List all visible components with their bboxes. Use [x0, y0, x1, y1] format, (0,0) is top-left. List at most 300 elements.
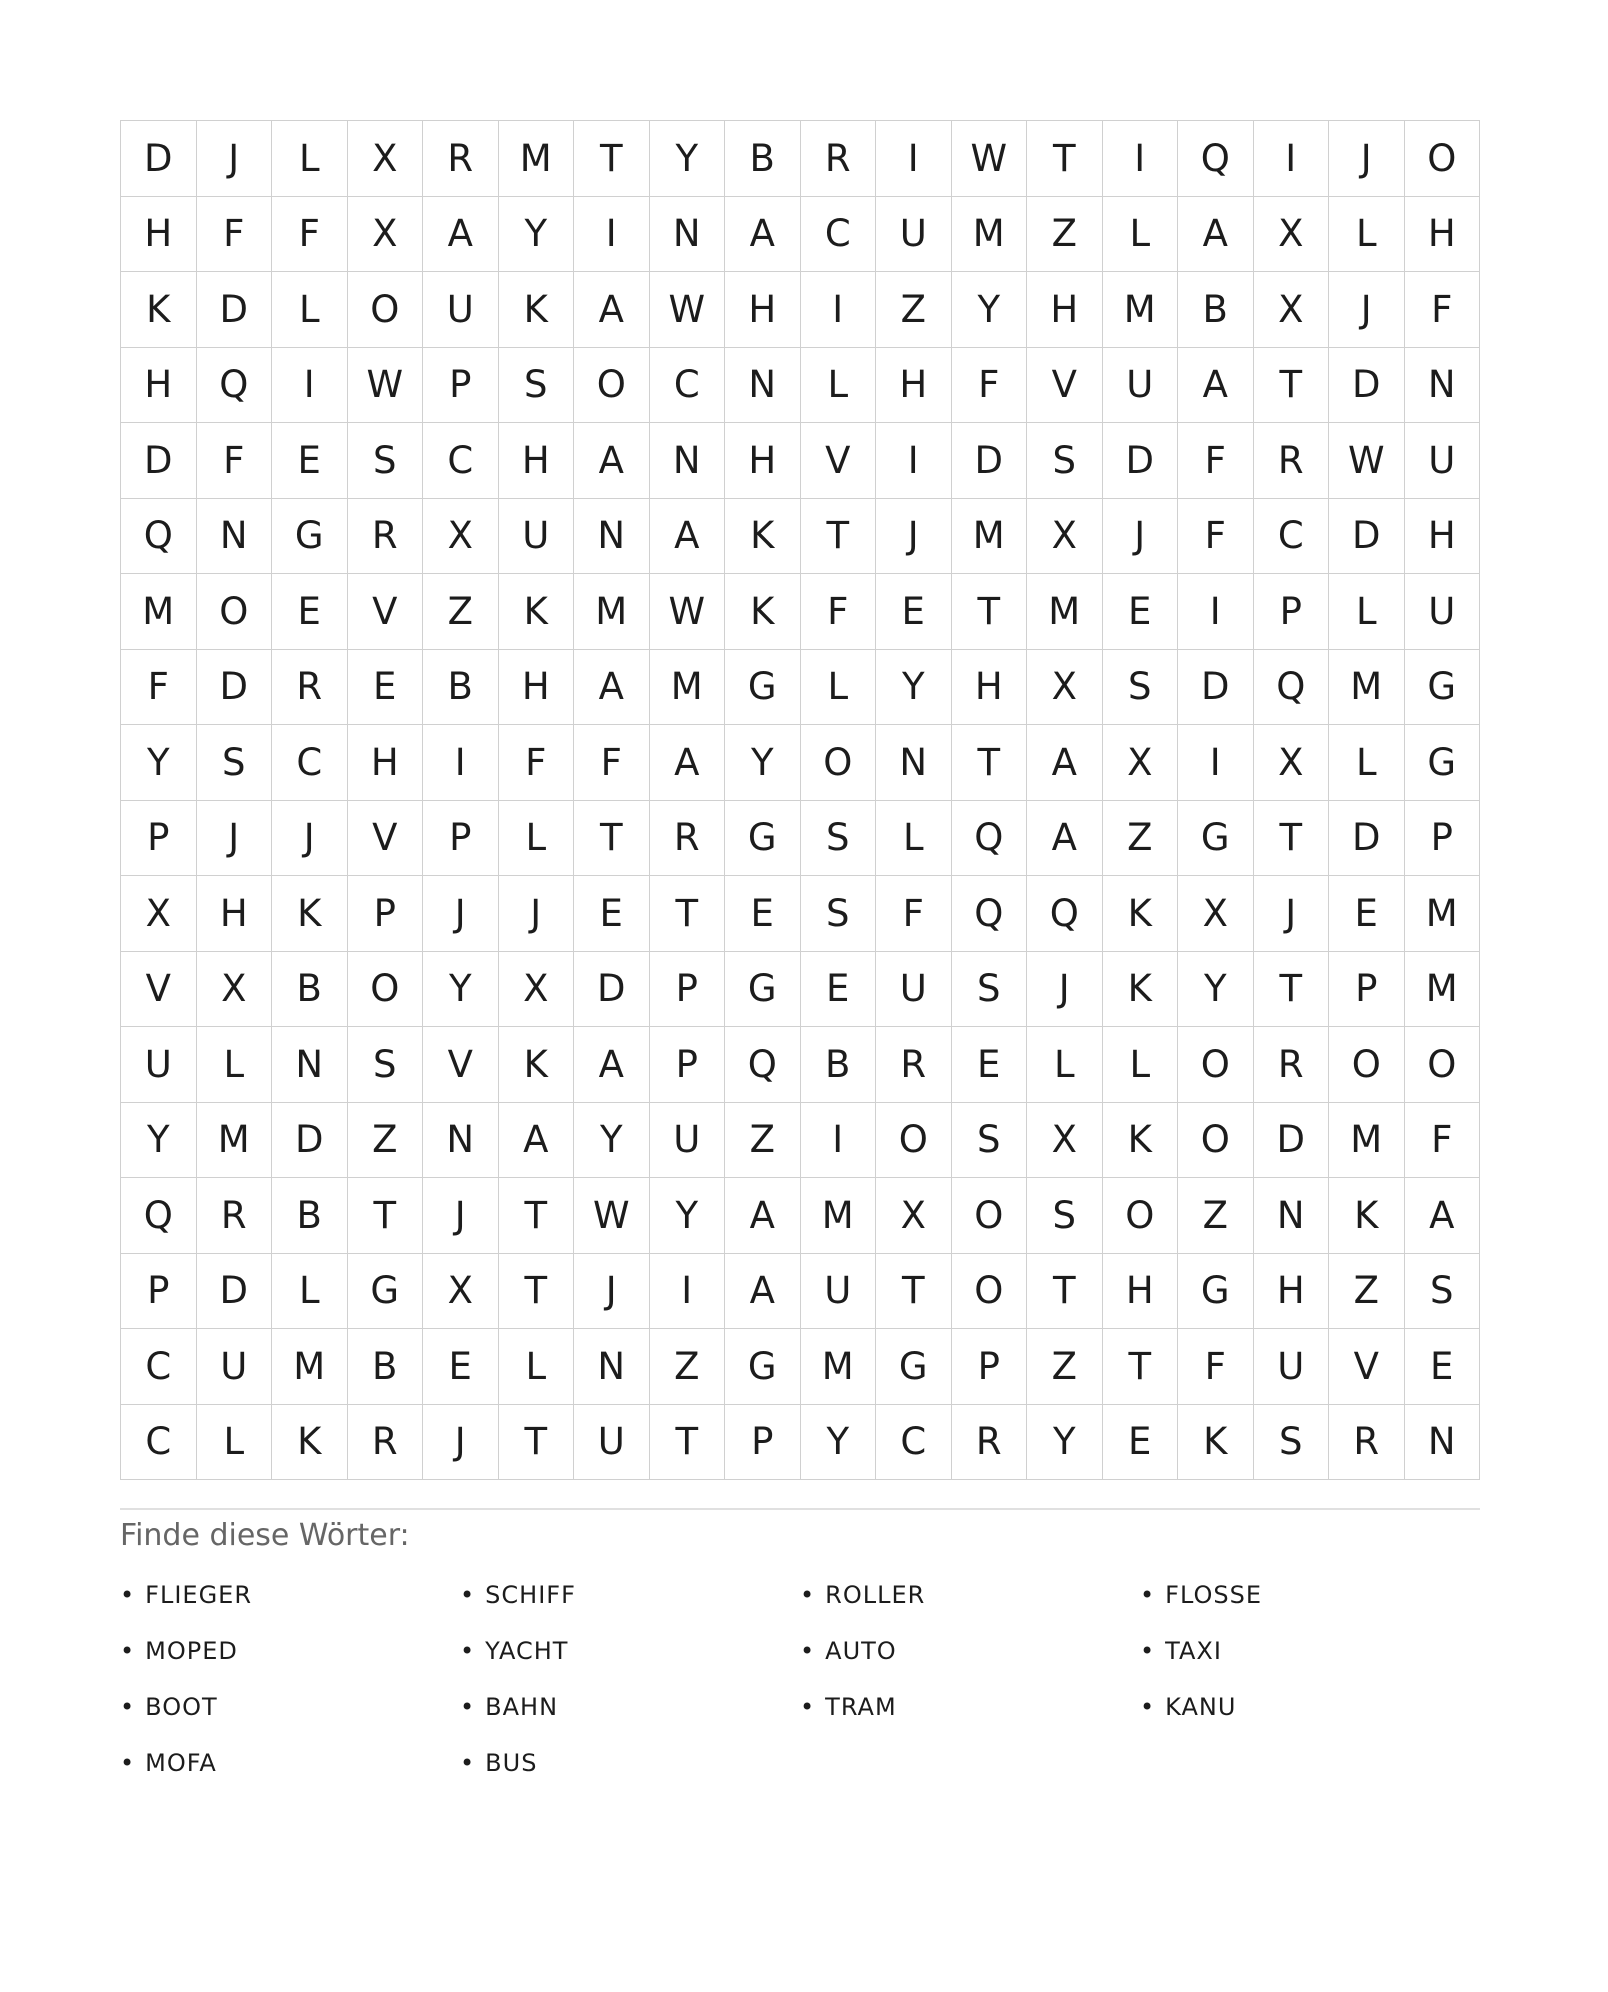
grid-cell[interactable]: E [272, 423, 348, 499]
grid-cell[interactable]: J [197, 801, 273, 877]
grid-cell[interactable]: I [1178, 574, 1254, 650]
grid-cell[interactable]: K [1103, 952, 1179, 1028]
grid-cell[interactable]: M [121, 574, 197, 650]
grid-cell[interactable]: D [1103, 423, 1179, 499]
grid-cell[interactable]: Y [801, 1405, 877, 1481]
grid-cell[interactable]: T [1027, 1254, 1103, 1330]
grid-cell[interactable]: Y [121, 1103, 197, 1179]
grid-cell[interactable]: Z [725, 1103, 801, 1179]
grid-cell[interactable]: H [348, 725, 424, 801]
grid-cell[interactable]: I [272, 348, 348, 424]
grid-cell[interactable]: U [650, 1103, 726, 1179]
grid-cell[interactable]: Q [197, 348, 273, 424]
grid-cell[interactable]: N [1405, 1405, 1481, 1481]
grid-cell[interactable]: E [876, 574, 952, 650]
grid-cell[interactable]: M [197, 1103, 273, 1179]
grid-cell[interactable]: P [650, 1027, 726, 1103]
grid-cell[interactable]: P [423, 348, 499, 424]
grid-cell[interactable]: A [725, 1178, 801, 1254]
grid-cell[interactable]: B [423, 650, 499, 726]
grid-cell[interactable]: X [499, 952, 575, 1028]
grid-cell[interactable]: X [197, 952, 273, 1028]
grid-cell[interactable]: X [1027, 650, 1103, 726]
grid-cell[interactable]: O [952, 1254, 1028, 1330]
grid-cell[interactable]: H [952, 650, 1028, 726]
grid-cell[interactable]: Y [121, 725, 197, 801]
grid-cell[interactable]: N [650, 423, 726, 499]
grid-cell[interactable]: R [348, 499, 424, 575]
grid-cell[interactable]: W [574, 1178, 650, 1254]
grid-cell[interactable]: A [725, 197, 801, 273]
grid-cell[interactable]: S [348, 423, 424, 499]
grid-cell[interactable]: N [197, 499, 273, 575]
grid-cell[interactable]: K [1329, 1178, 1405, 1254]
grid-cell[interactable]: Y [1027, 1405, 1103, 1481]
grid-cell[interactable]: P [650, 952, 726, 1028]
grid-cell[interactable]: H [121, 348, 197, 424]
grid-cell[interactable]: M [272, 1329, 348, 1405]
grid-cell[interactable]: B [801, 1027, 877, 1103]
grid-cell[interactable]: D [197, 1254, 273, 1330]
grid-cell[interactable]: F [1178, 1329, 1254, 1405]
grid-cell[interactable]: N [1405, 348, 1481, 424]
grid-cell[interactable]: G [272, 499, 348, 575]
grid-cell[interactable]: Q [725, 1027, 801, 1103]
grid-cell[interactable]: N [1254, 1178, 1330, 1254]
grid-cell[interactable]: L [1329, 574, 1405, 650]
grid-cell[interactable]: S [197, 725, 273, 801]
grid-cell[interactable]: D [952, 423, 1028, 499]
grid-cell[interactable]: W [650, 272, 726, 348]
grid-cell[interactable]: D [1178, 650, 1254, 726]
grid-cell[interactable]: V [801, 423, 877, 499]
grid-cell[interactable]: Y [725, 725, 801, 801]
grid-cell[interactable]: L [197, 1405, 273, 1481]
grid-cell[interactable]: M [801, 1178, 877, 1254]
grid-cell[interactable]: O [574, 348, 650, 424]
grid-cell[interactable]: R [952, 1405, 1028, 1481]
grid-cell[interactable]: J [499, 876, 575, 952]
grid-cell[interactable]: G [876, 1329, 952, 1405]
grid-cell[interactable]: L [1329, 197, 1405, 273]
grid-cell[interactable]: U [423, 272, 499, 348]
grid-cell[interactable]: L [272, 272, 348, 348]
grid-cell[interactable]: E [574, 876, 650, 952]
grid-cell[interactable]: Y [423, 952, 499, 1028]
grid-cell[interactable]: O [876, 1103, 952, 1179]
grid-cell[interactable]: O [1103, 1178, 1179, 1254]
grid-cell[interactable]: R [876, 1027, 952, 1103]
grid-cell[interactable]: K [1178, 1405, 1254, 1481]
grid-cell[interactable]: G [725, 1329, 801, 1405]
grid-cell[interactable]: S [952, 952, 1028, 1028]
grid-cell[interactable]: T [876, 1254, 952, 1330]
grid-cell[interactable]: H [1405, 499, 1481, 575]
grid-cell[interactable]: J [876, 499, 952, 575]
grid-cell[interactable]: L [801, 650, 877, 726]
grid-cell[interactable]: P [1254, 574, 1330, 650]
grid-cell[interactable]: K [272, 876, 348, 952]
grid-cell[interactable]: Z [1027, 1329, 1103, 1405]
grid-cell[interactable]: K [272, 1405, 348, 1481]
grid-cell[interactable]: M [1103, 272, 1179, 348]
grid-cell[interactable]: U [876, 952, 952, 1028]
grid-cell[interactable]: T [1254, 952, 1330, 1028]
grid-cell[interactable]: D [272, 1103, 348, 1179]
grid-cell[interactable]: C [121, 1405, 197, 1481]
grid-cell[interactable]: K [1103, 1103, 1179, 1179]
grid-cell[interactable]: C [121, 1329, 197, 1405]
grid-cell[interactable]: Z [1103, 801, 1179, 877]
grid-cell[interactable]: R [272, 650, 348, 726]
grid-cell[interactable]: P [1405, 801, 1481, 877]
grid-cell[interactable]: J [423, 1178, 499, 1254]
grid-cell[interactable]: T [348, 1178, 424, 1254]
grid-cell[interactable]: A [1027, 725, 1103, 801]
grid-cell[interactable]: T [650, 876, 726, 952]
grid-cell[interactable]: M [952, 499, 1028, 575]
grid-cell[interactable]: U [876, 197, 952, 273]
grid-cell[interactable]: E [801, 952, 877, 1028]
grid-cell[interactable]: A [725, 1254, 801, 1330]
grid-cell[interactable]: X [1027, 1103, 1103, 1179]
grid-cell[interactable]: A [499, 1103, 575, 1179]
grid-cell[interactable]: C [423, 423, 499, 499]
grid-cell[interactable]: E [1405, 1329, 1481, 1405]
grid-cell[interactable]: S [1405, 1254, 1481, 1330]
grid-cell[interactable]: V [423, 1027, 499, 1103]
grid-cell[interactable]: P [725, 1405, 801, 1481]
grid-cell[interactable]: N [272, 1027, 348, 1103]
grid-cell[interactable]: E [725, 876, 801, 952]
grid-cell[interactable]: L [272, 121, 348, 197]
grid-cell[interactable]: L [197, 1027, 273, 1103]
grid-cell[interactable]: F [197, 197, 273, 273]
grid-cell[interactable]: A [650, 725, 726, 801]
grid-cell[interactable]: E [1103, 574, 1179, 650]
grid-cell[interactable]: N [725, 348, 801, 424]
grid-cell[interactable]: V [1027, 348, 1103, 424]
grid-cell[interactable]: E [272, 574, 348, 650]
grid-cell[interactable]: N [423, 1103, 499, 1179]
grid-cell[interactable]: P [1329, 952, 1405, 1028]
grid-cell[interactable]: P [121, 801, 197, 877]
grid-cell[interactable]: L [876, 801, 952, 877]
grid-cell[interactable]: O [1405, 121, 1481, 197]
grid-cell[interactable]: P [423, 801, 499, 877]
grid-cell[interactable]: G [725, 650, 801, 726]
grid-cell[interactable]: X [876, 1178, 952, 1254]
grid-cell[interactable]: K [499, 272, 575, 348]
grid-cell[interactable]: R [801, 121, 877, 197]
grid-cell[interactable]: W [952, 121, 1028, 197]
grid-cell[interactable]: U [1103, 348, 1179, 424]
grid-cell[interactable]: S [1254, 1405, 1330, 1481]
grid-cell[interactable]: X [423, 1254, 499, 1330]
grid-cell[interactable]: G [725, 801, 801, 877]
grid-cell[interactable]: W [650, 574, 726, 650]
grid-cell[interactable]: I [801, 272, 877, 348]
grid-cell[interactable]: F [876, 876, 952, 952]
grid-cell[interactable]: U [574, 1405, 650, 1481]
grid-cell[interactable]: X [1027, 499, 1103, 575]
grid-cell[interactable]: M [650, 650, 726, 726]
grid-cell[interactable]: Q [1178, 121, 1254, 197]
grid-cell[interactable]: N [876, 725, 952, 801]
grid-cell[interactable]: U [197, 1329, 273, 1405]
grid-cell[interactable]: X [121, 876, 197, 952]
grid-cell[interactable]: K [725, 574, 801, 650]
grid-cell[interactable]: T [952, 574, 1028, 650]
grid-cell[interactable]: Y [499, 197, 575, 273]
grid-cell[interactable]: B [272, 952, 348, 1028]
grid-cell[interactable]: U [499, 499, 575, 575]
grid-cell[interactable]: H [121, 197, 197, 273]
grid-cell[interactable]: T [499, 1178, 575, 1254]
grid-cell[interactable]: J [1103, 499, 1179, 575]
grid-cell[interactable]: F [801, 574, 877, 650]
grid-cell[interactable]: Q [952, 801, 1028, 877]
grid-cell[interactable]: R [1254, 423, 1330, 499]
grid-cell[interactable]: K [725, 499, 801, 575]
grid-cell[interactable]: W [1329, 423, 1405, 499]
grid-cell[interactable]: O [801, 725, 877, 801]
grid-cell[interactable]: H [1027, 272, 1103, 348]
grid-cell[interactable]: I [1178, 725, 1254, 801]
grid-cell[interactable]: Y [650, 1178, 726, 1254]
grid-cell[interactable]: J [197, 121, 273, 197]
grid-cell[interactable]: X [348, 121, 424, 197]
grid-cell[interactable]: J [1329, 121, 1405, 197]
grid-cell[interactable]: B [348, 1329, 424, 1405]
grid-cell[interactable]: N [574, 1329, 650, 1405]
grid-cell[interactable]: M [801, 1329, 877, 1405]
grid-cell[interactable]: A [574, 650, 650, 726]
grid-cell[interactable]: V [1329, 1329, 1405, 1405]
grid-cell[interactable]: G [1178, 801, 1254, 877]
grid-cell[interactable]: Y [952, 272, 1028, 348]
grid-cell[interactable]: H [499, 650, 575, 726]
grid-cell[interactable]: N [574, 499, 650, 575]
grid-cell[interactable]: J [423, 876, 499, 952]
grid-cell[interactable]: Q [1254, 650, 1330, 726]
grid-cell[interactable]: J [423, 1405, 499, 1481]
grid-cell[interactable]: D [197, 272, 273, 348]
grid-cell[interactable]: F [121, 650, 197, 726]
grid-cell[interactable]: X [1254, 197, 1330, 273]
grid-cell[interactable]: G [725, 952, 801, 1028]
grid-cell[interactable]: H [725, 272, 801, 348]
grid-cell[interactable]: O [1178, 1103, 1254, 1179]
grid-cell[interactable]: I [876, 121, 952, 197]
grid-cell[interactable]: C [1254, 499, 1330, 575]
grid-cell[interactable]: H [725, 423, 801, 499]
grid-cell[interactable]: A [1178, 197, 1254, 273]
grid-cell[interactable]: H [197, 876, 273, 952]
grid-cell[interactable]: F [1178, 423, 1254, 499]
grid-cell[interactable]: I [1254, 121, 1330, 197]
grid-cell[interactable]: Z [1178, 1178, 1254, 1254]
grid-cell[interactable]: R [423, 121, 499, 197]
grid-cell[interactable]: T [574, 121, 650, 197]
grid-cell[interactable]: A [574, 1027, 650, 1103]
grid-cell[interactable]: F [952, 348, 1028, 424]
grid-cell[interactable]: Z [423, 574, 499, 650]
grid-cell[interactable]: K [499, 1027, 575, 1103]
grid-cell[interactable]: A [423, 197, 499, 273]
grid-cell[interactable]: D [121, 423, 197, 499]
grid-cell[interactable]: C [272, 725, 348, 801]
grid-cell[interactable]: H [499, 423, 575, 499]
grid-cell[interactable]: L [1103, 1027, 1179, 1103]
grid-cell[interactable]: O [1329, 1027, 1405, 1103]
grid-cell[interactable]: Q [952, 876, 1028, 952]
grid-cell[interactable]: I [801, 1103, 877, 1179]
grid-cell[interactable]: T [1254, 801, 1330, 877]
grid-cell[interactable]: S [801, 801, 877, 877]
grid-cell[interactable]: P [952, 1329, 1028, 1405]
grid-cell[interactable]: E [348, 650, 424, 726]
grid-cell[interactable]: L [499, 1329, 575, 1405]
grid-cell[interactable]: L [1103, 197, 1179, 273]
grid-cell[interactable]: Z [650, 1329, 726, 1405]
grid-cell[interactable]: L [1027, 1027, 1103, 1103]
grid-cell[interactable]: A [1027, 801, 1103, 877]
grid-cell[interactable]: R [348, 1405, 424, 1481]
grid-cell[interactable]: S [952, 1103, 1028, 1179]
grid-cell[interactable]: G [1405, 725, 1481, 801]
grid-cell[interactable]: Q [121, 499, 197, 575]
grid-cell[interactable]: D [197, 650, 273, 726]
grid-cell[interactable]: O [1405, 1027, 1481, 1103]
grid-cell[interactable]: O [348, 272, 424, 348]
grid-cell[interactable]: T [1254, 348, 1330, 424]
grid-cell[interactable]: U [1405, 423, 1481, 499]
grid-cell[interactable]: F [1405, 272, 1481, 348]
grid-cell[interactable]: D [1254, 1103, 1330, 1179]
grid-cell[interactable]: S [1027, 1178, 1103, 1254]
grid-cell[interactable]: U [121, 1027, 197, 1103]
grid-cell[interactable]: X [1178, 876, 1254, 952]
grid-cell[interactable]: F [1178, 499, 1254, 575]
grid-cell[interactable]: D [1329, 348, 1405, 424]
grid-cell[interactable]: F [574, 725, 650, 801]
grid-cell[interactable]: B [725, 121, 801, 197]
grid-cell[interactable]: I [1103, 121, 1179, 197]
grid-cell[interactable]: X [1254, 272, 1330, 348]
grid-cell[interactable]: E [1103, 1405, 1179, 1481]
grid-cell[interactable]: P [348, 876, 424, 952]
grid-cell[interactable]: I [574, 197, 650, 273]
grid-cell[interactable]: K [499, 574, 575, 650]
grid-cell[interactable]: X [1103, 725, 1179, 801]
grid-cell[interactable]: A [650, 499, 726, 575]
grid-cell[interactable]: C [650, 348, 726, 424]
grid-cell[interactable]: R [1254, 1027, 1330, 1103]
grid-cell[interactable]: K [121, 272, 197, 348]
grid-cell[interactable]: X [1254, 725, 1330, 801]
grid-cell[interactable]: P [121, 1254, 197, 1330]
grid-cell[interactable]: G [1405, 650, 1481, 726]
grid-cell[interactable]: X [348, 197, 424, 273]
grid-cell[interactable]: Y [574, 1103, 650, 1179]
grid-cell[interactable]: U [1254, 1329, 1330, 1405]
grid-cell[interactable]: M [1027, 574, 1103, 650]
grid-cell[interactable]: F [499, 725, 575, 801]
grid-cell[interactable]: Y [650, 121, 726, 197]
grid-cell[interactable]: T [499, 1405, 575, 1481]
grid-cell[interactable]: W [348, 348, 424, 424]
grid-cell[interactable]: M [1405, 952, 1481, 1028]
grid-cell[interactable]: J [1254, 876, 1330, 952]
grid-cell[interactable]: Z [876, 272, 952, 348]
grid-cell[interactable]: O [348, 952, 424, 1028]
grid-cell[interactable]: J [1027, 952, 1103, 1028]
grid-cell[interactable]: Y [876, 650, 952, 726]
grid-cell[interactable]: O [1178, 1027, 1254, 1103]
grid-cell[interactable]: G [348, 1254, 424, 1330]
grid-cell[interactable]: L [1329, 725, 1405, 801]
grid-cell[interactable]: R [650, 801, 726, 877]
grid-cell[interactable]: I [876, 423, 952, 499]
grid-cell[interactable]: L [499, 801, 575, 877]
grid-cell[interactable]: C [801, 197, 877, 273]
grid-cell[interactable]: M [1405, 876, 1481, 952]
grid-cell[interactable]: F [197, 423, 273, 499]
grid-cell[interactable]: S [1027, 423, 1103, 499]
grid-cell[interactable]: T [574, 801, 650, 877]
grid-cell[interactable]: F [272, 197, 348, 273]
grid-cell[interactable]: R [1329, 1405, 1405, 1481]
grid-cell[interactable]: Y [1178, 952, 1254, 1028]
grid-cell[interactable]: O [197, 574, 273, 650]
grid-cell[interactable]: E [952, 1027, 1028, 1103]
grid-cell[interactable]: I [650, 1254, 726, 1330]
grid-cell[interactable]: M [952, 197, 1028, 273]
grid-cell[interactable]: A [1178, 348, 1254, 424]
grid-cell[interactable]: U [801, 1254, 877, 1330]
grid-cell[interactable]: C [876, 1405, 952, 1481]
grid-cell[interactable]: T [650, 1405, 726, 1481]
grid-cell[interactable]: D [1329, 499, 1405, 575]
grid-cell[interactable]: M [574, 574, 650, 650]
grid-cell[interactable]: T [499, 1254, 575, 1330]
grid-cell[interactable]: D [1329, 801, 1405, 877]
grid-cell[interactable]: X [423, 499, 499, 575]
grid-cell[interactable]: G [1178, 1254, 1254, 1330]
grid-cell[interactable]: D [121, 121, 197, 197]
grid-cell[interactable]: R [197, 1178, 273, 1254]
grid-cell[interactable]: I [423, 725, 499, 801]
grid-cell[interactable]: J [272, 801, 348, 877]
grid-cell[interactable]: L [272, 1254, 348, 1330]
grid-cell[interactable]: M [1329, 650, 1405, 726]
grid-cell[interactable]: O [952, 1178, 1028, 1254]
grid-cell[interactable]: M [499, 121, 575, 197]
grid-cell[interactable]: J [1329, 272, 1405, 348]
grid-cell[interactable]: K [1103, 876, 1179, 952]
grid-cell[interactable]: E [423, 1329, 499, 1405]
grid-cell[interactable]: E [1329, 876, 1405, 952]
grid-cell[interactable]: A [1405, 1178, 1481, 1254]
grid-cell[interactable]: T [1027, 121, 1103, 197]
grid-cell[interactable]: V [348, 801, 424, 877]
grid-cell[interactable]: F [1405, 1103, 1481, 1179]
grid-cell[interactable]: A [574, 272, 650, 348]
grid-cell[interactable]: Q [121, 1178, 197, 1254]
grid-cell[interactable]: A [574, 423, 650, 499]
grid-cell[interactable]: T [952, 725, 1028, 801]
